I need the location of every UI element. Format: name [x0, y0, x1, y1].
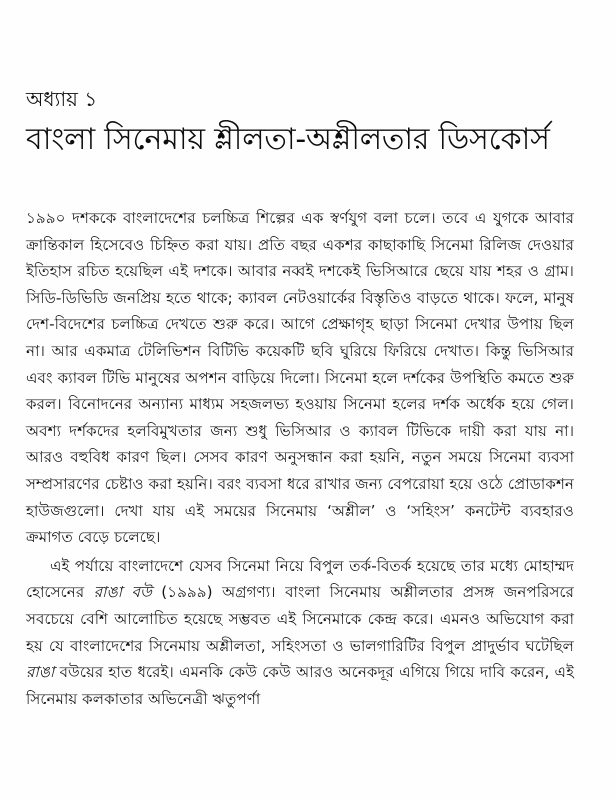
paragraph-2-text-c: বউয়ের হাত ধরেই। এমনকি কেউ কেউ আরও অনেকদূর এগিয়ে গিয়ে দাবি করেন, এই সিনেমায় কলকাতার অভিনেত্রী ঋতুপর্ণা [26, 663, 574, 708]
bleed-line [20, 66, 590, 88]
film-title-ranga: রাঙা [26, 663, 55, 682]
chapter-body [26, 205, 574, 712]
bleed-line [20, 0, 590, 22]
paragraph-2 [26, 553, 574, 713]
paragraph-2-text-a: এই পর্যায়ে বাংলাদেশে যেসব সিনেমা নিয়ে বিপুল তর্ক-বিতর্ক হয়েছে তার মধ্যে মোহাম্মদ হোসেনের [26, 556, 574, 602]
chapter-title: বাংলা সিনেমায় শ্লীলতা-অশ্লীলতার ডিসকোর্স [26, 122, 550, 157]
chapter-label: অধ্যায় ১ [26, 87, 98, 111]
bleed-line [20, 88, 590, 110]
paragraph-2-text-b: (১৯৯৯) অগ্রগণ্য। বাংলা সিনেমায় অশ্লীলতার প্রসঙ্গ জনপরিসরে সবচেয়ে বেশি আলোচিত হয়েছে সম্ভবত এই সিনেমাকে কেন্দ্র করে। এমনও অভিযোগ করা হয় যে বাংলাদেশের সিনেমায় অশ্লীলতা, সহিংসতা ও ভালগারিটির বিপুল প্রাদুর্ভাব ঘটেছিল [26, 583, 574, 655]
bleed-line [20, 22, 590, 44]
bleed-through-text [20, 0, 590, 110]
paragraph-1: ১৯৯০ দশককে বাংলাদেশের চলচ্চিত্র শিল্পের এক স্বর্ণযুগ বলা চলে। তবে এ যুগকে আবার ক্রান্তিকাল হিসেবেও চিহ্নিত করা যায়। প্রতি বছর একশর কাছাকাছি সিনেমা রিলিজ দেওয়ার ইতিহাস রচিত হয়েছিল এই দশকে। আবার নব্বই দশকেই ভিসিআরে ছেয়ে যায় শহর ও গ্রাম। সিডি-ডিভিডি জনপ্রিয় হতে থাকে; ক্যাবল নেটওয়ার্কের বিস্তৃতিও বাড়তে থাকে। ফলে, মানুষ দেশ-বিদেশের চলচ্চিত্র দেখতে শুরু করে। আগে প্রেক্ষাগৃহ ছাড়া সিনেমা দেখার উপায় ছিল না। আর একমাত্র টেলিভিশন বিটিভি কয়েকটি ছবি ঘুরিয়ে ফিরিয়ে দেখাত। কিন্তু ভিসিআর এবং ক্যাবল টিভি মানুষের অপশন বাড়িয়ে দিলো। সিনেমা হলে দর্শকের উপস্থিতি কমতে শুরু করল। বিনোদনের অন্যান্য মাধ্যম সহজলভ্য হওয়ায় সিনেমা হলের দর্শক অর্ধেক হয়ে গেল। অবশ্য দর্শকদের হলবিমুখতার জন্য শুধু ভিসিআর ও ক্যাবল টিভিকে দায়ী করা যায় না। আরও বহুবিধ কারণ ছিল। সেসব কারণ অনুসন্ধান করা হয়নি, নতুন সময়ে সিনেমা ব্যবসা সম্প্রসারণের চেষ্টাও করা হয়নি। বরং ব্যবসা ধরে রাখার জন্য বেপরোয়া হয়ে ওঠে প্রোডাকশন হাউজগুলো। দেখা যায় এই সময়ের সিনেমায় ‘অশ্লীল’ ও ‘সহিংস’ কনটেন্ট ব্যবহারও ক্রমাগত বেড়ে চলেছে। [26, 209, 574, 547]
bleed-line [20, 44, 590, 66]
film-title-ranga-bou: রাঙা বউ [93, 583, 152, 602]
